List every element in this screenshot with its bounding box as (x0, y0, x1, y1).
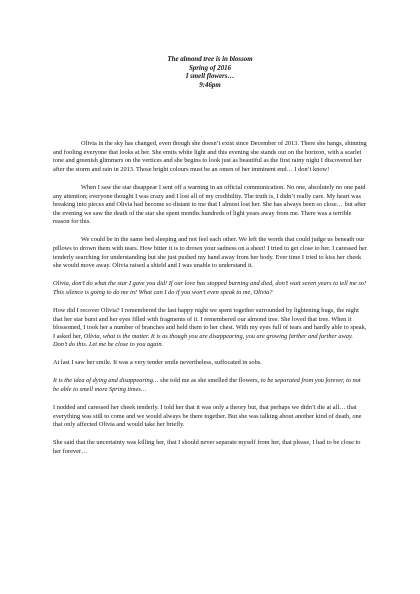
paragraph-5 (53, 307, 367, 350)
paragraph-5-dialogue: Olivia, what is the matter. It is as though you are disappearing, you are growing farther and farther away. Don’t do this. Let me be close to you again. (53, 332, 353, 349)
paragraph-7-dialogue-a: It is the idea of dying and disappearing… (53, 377, 159, 385)
paragraph-2: When I saw the star disappear I sent off a warning in an official communication. No one, absolutely no one paid any attention; everyone thought I was crazy and I lost all of my credibility. The truth is, I didn’t really care. My heart was breaking into pieces and Olivia had become so distant to me that I almost lost her. She has always been so close… but after the evening we saw the death of the star she spent months hundreds of light years away from me. There was a terrible reason for this. (53, 184, 366, 226)
paragraph-7 (53, 377, 367, 394)
paragraph-6: At last I saw her smile. It was a very tender smile nevertheless, suffocated in sobs. (53, 359, 262, 367)
heading-time: 9:46pm (199, 81, 221, 89)
paragraph-5-text: How did I recover Olivia? I remembered the last happy night we spent together surrounded by lightening bugs, the night that her star burst and her eyes filled with fragments of it. I remembered our almond tree. She loved that tree. When it blossomed, I took her a number of branches and held them to her chest. With my eyes full of tears and hardly able to speak, I asked her, (53, 306, 367, 340)
paragraph-4-dialogue: Olivia, don’t do what the star I gave you did! If our love has stopped burning and died, don’t wait seven years to tell me so! This silence is going to do me in! What can I do if you won’t even speak to me, Olivia? (53, 280, 367, 296)
paragraph-7-text: she told me as she smelled the flowers, (158, 377, 261, 385)
paragraph-1: Olivia in the sky has changed, even though she doesn’t exist since December of 2013. There she hangs, shinning and fooling everyone that looks at her. She emits white light and this evening she stands out on the horizon, with a scarlet tone and greenish glimmers on the vertices and she begins to look just as beautiful as the first rainy night I discovered her after the storm and rain in 2013. Those bright colours must be an omen of her imminent end… I don’t know! (53, 140, 367, 174)
body-text (53, 140, 367, 456)
heading-season: Spring of 2016 (188, 64, 232, 72)
paragraph-9: She said that the uncertainty was killing her, that I should never separate myself from her, that please, I had to be close to her forever… (53, 439, 361, 455)
chapter-heading (53, 56, 367, 90)
paragraph-3: We could be in the same bed sleeping and not feel each other. We left the words that could judge us beneath our pillows to drown them with tears. How bitter it is to drown your sadness on a sheet! I tried to get close to her. I caressed her tenderly searching for understanding but she just pushed my hand away from her body. Ever time I tried to kiss her cheek she would move away. Olivia raised a shield and I was unable to understand it. (53, 236, 367, 270)
heading-title: The almond tree is in blossom (167, 56, 253, 63)
paragraph-7-dialogue-b: to be separated from you forever, to not be able to smell more Spring times… (53, 377, 361, 393)
heading-subtitle: I smell flowers… (185, 73, 235, 81)
paragraph-8: I nodded and caressed her cheek tenderly. I told her that it was only a theory but, that perhaps we didn’t die at all… that everything was still to come and we would always be there together. But she was talking about another kind of death, one that only affected Olivia and would take her briefly. (53, 404, 362, 429)
